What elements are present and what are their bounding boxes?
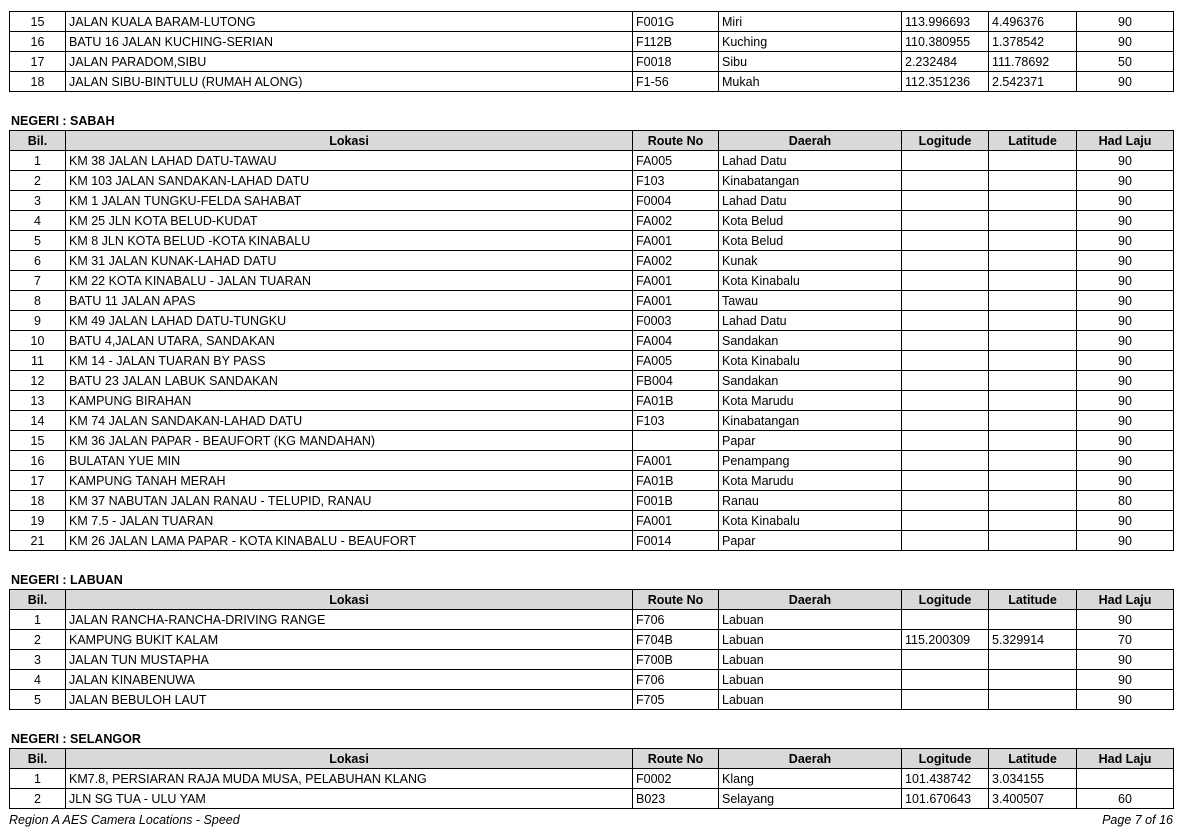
cell-had-laju: 90 [1077, 251, 1174, 271]
table-row [10, 789, 1174, 809]
section-title: NEGERI : SELANGOR [11, 732, 141, 746]
cell-daerah: Sandakan [719, 331, 902, 351]
cell-latitude [989, 351, 1077, 371]
table-row [10, 171, 1174, 191]
cell-longitude: 112.351236 [902, 72, 989, 92]
cell-lokasi: KM 8 JLN KOTA BELUD -KOTA KINABALU [66, 231, 633, 251]
cell-had-laju: 90 [1077, 32, 1174, 52]
cell-route-no: FA004 [633, 331, 719, 351]
cell-daerah: Kota Kinabalu [719, 351, 902, 371]
cell-latitude [989, 211, 1077, 231]
cell-bil: 3 [10, 650, 66, 670]
cell-had-laju: 90 [1077, 171, 1174, 191]
cell-lokasi: BATU 4,JALAN UTARA, SANDAKAN [66, 331, 633, 351]
cell-daerah: Lahad Datu [719, 191, 902, 211]
cell-route-no: FA01B [633, 391, 719, 411]
cell-latitude [989, 171, 1077, 191]
cell-had-laju: 90 [1077, 531, 1174, 551]
cell-daerah: Tawau [719, 291, 902, 311]
cell-longitude: 115.200309 [902, 630, 989, 650]
cell-route-no: FA002 [633, 211, 719, 231]
cell-route-no: FA001 [633, 271, 719, 291]
table-row [10, 391, 1174, 411]
cell-longitude [902, 391, 989, 411]
cell-bil: 21 [10, 531, 66, 551]
cell-latitude [989, 391, 1077, 411]
cell-route-no: F103 [633, 411, 719, 431]
cell-lokasi: KM 22 KOTA KINABALU - JALAN TUARAN [66, 271, 633, 291]
table-row [10, 151, 1174, 171]
cell-route-no: F706 [633, 610, 719, 630]
cell-longitude [902, 151, 989, 171]
cell-bil: 2 [10, 171, 66, 191]
table-sarawak-continued [9, 11, 1174, 92]
cell-had-laju: 90 [1077, 610, 1174, 630]
column-header-latitude: Latitude [989, 749, 1077, 769]
cell-daerah: Papar [719, 531, 902, 551]
cell-latitude: 111.78692 [989, 52, 1077, 72]
cell-lokasi: JALAN KUALA BARAM-LUTONG [66, 12, 633, 32]
cell-had-laju: 60 [1077, 789, 1174, 809]
cell-lokasi: KM 14 - JALAN TUARAN BY PASS [66, 351, 633, 371]
cell-latitude: 5.329914 [989, 630, 1077, 650]
cell-route-no: FA001 [633, 511, 719, 531]
cell-lokasi: KM 26 JALAN LAMA PAPAR - KOTA KINABALU - BEAUFORT [66, 531, 633, 551]
cell-daerah: Kunak [719, 251, 902, 271]
cell-latitude: 1.378542 [989, 32, 1077, 52]
column-header-longitude: Logitude [902, 749, 989, 769]
cell-had-laju: 90 [1077, 211, 1174, 231]
cell-bil: 14 [10, 411, 66, 431]
section-table [9, 589, 1174, 710]
cell-route-no: F1-56 [633, 72, 719, 92]
cell-had-laju: 90 [1077, 191, 1174, 211]
cell-lokasi: KM 74 JALAN SANDAKAN-LAHAD DATU [66, 411, 633, 431]
cell-longitude [902, 670, 989, 690]
cell-longitude [902, 471, 989, 491]
cell-route-no: F0003 [633, 311, 719, 331]
cell-daerah: Kuching [719, 32, 902, 52]
cell-lokasi: KM7.8, PERSIARAN RAJA MUDA MUSA, PELABUHAN KLANG [66, 769, 633, 789]
column-header-daerah: Daerah [719, 590, 902, 610]
cell-latitude: 4.496376 [989, 12, 1077, 32]
cell-latitude [989, 471, 1077, 491]
column-header-bil: Bil. [10, 131, 66, 151]
cell-route-no: B023 [633, 789, 719, 809]
cell-latitude [989, 670, 1077, 690]
cell-bil: 10 [10, 331, 66, 351]
cell-bil: 2 [10, 789, 66, 809]
cell-lokasi: KM 37 NABUTAN JALAN RANAU - TELUPID, RANAU [66, 491, 633, 511]
table-row [10, 271, 1174, 291]
cell-daerah: Penampang [719, 451, 902, 471]
cell-route-no [633, 431, 719, 451]
cell-bil: 2 [10, 630, 66, 650]
cell-longitude [902, 650, 989, 670]
cell-lokasi: JALAN SIBU-BINTULU (RUMAH ALONG) [66, 72, 633, 92]
cell-had-laju: 90 [1077, 271, 1174, 291]
cell-had-laju: 90 [1077, 291, 1174, 311]
cell-daerah: Labuan [719, 690, 902, 710]
cell-longitude [902, 690, 989, 710]
table-row [10, 431, 1174, 451]
cell-route-no: F103 [633, 171, 719, 191]
cell-bil: 11 [10, 351, 66, 371]
cell-had-laju: 90 [1077, 311, 1174, 331]
column-header-route-no: Route No [633, 590, 719, 610]
cell-route-no: FA001 [633, 231, 719, 251]
cell-bil: 13 [10, 391, 66, 411]
table-row [10, 511, 1174, 531]
table-row [10, 531, 1174, 551]
cell-route-no: FA002 [633, 251, 719, 271]
cell-lokasi: BATU 16 JALAN KUCHING-SERIAN [66, 32, 633, 52]
cell-longitude [902, 311, 989, 331]
cell-bil: 4 [10, 670, 66, 690]
cell-longitude: 110.380955 [902, 32, 989, 52]
cell-had-laju: 70 [1077, 630, 1174, 650]
cell-longitude: 2.232484 [902, 52, 989, 72]
column-header-longitude: Logitude [902, 131, 989, 151]
cell-had-laju: 90 [1077, 451, 1174, 471]
cell-route-no: F700B [633, 650, 719, 670]
cell-route-no: FA001 [633, 451, 719, 471]
cell-longitude: 101.670643 [902, 789, 989, 809]
column-header-had-laju: Had Laju [1077, 131, 1174, 151]
cell-route-no: F001G [633, 12, 719, 32]
cell-lokasi: KM 1 JALAN TUNGKU-FELDA SAHABAT [66, 191, 633, 211]
cell-latitude [989, 151, 1077, 171]
cell-longitude [902, 351, 989, 371]
cell-had-laju: 90 [1077, 511, 1174, 531]
cell-latitude [989, 690, 1077, 710]
table-row [10, 411, 1174, 431]
column-header-route-no: Route No [633, 749, 719, 769]
cell-route-no: FA005 [633, 351, 719, 371]
cell-daerah: Sandakan [719, 371, 902, 391]
cell-bil: 15 [10, 12, 66, 32]
cell-latitude [989, 491, 1077, 511]
cell-longitude [902, 211, 989, 231]
column-header-latitude: Latitude [989, 131, 1077, 151]
cell-longitude [902, 531, 989, 551]
cell-longitude [902, 191, 989, 211]
cell-bil: 12 [10, 371, 66, 391]
cell-latitude: 2.542371 [989, 72, 1077, 92]
table-row [10, 231, 1174, 251]
cell-bil: 16 [10, 32, 66, 52]
cell-had-laju: 90 [1077, 351, 1174, 371]
cell-had-laju: 50 [1077, 52, 1174, 72]
column-header-bil: Bil. [10, 590, 66, 610]
cell-latitude: 3.034155 [989, 769, 1077, 789]
cell-bil: 1 [10, 769, 66, 789]
cell-latitude [989, 291, 1077, 311]
cell-lokasi: KM 31 JALAN KUNAK-LAHAD DATU [66, 251, 633, 271]
cell-bil: 6 [10, 251, 66, 271]
column-header-lokasi: Lokasi [66, 749, 633, 769]
cell-daerah: Lahad Datu [719, 151, 902, 171]
section-title: NEGERI : SABAH [11, 114, 115, 128]
cell-bil: 4 [10, 211, 66, 231]
page-number: Page 7 of 16 [1102, 813, 1173, 827]
page-footer [9, 813, 1173, 827]
cell-bil: 19 [10, 511, 66, 531]
cell-bil: 18 [10, 491, 66, 511]
cell-daerah: Ranau [719, 491, 902, 511]
cell-route-no: F0018 [633, 52, 719, 72]
cell-route-no: FA01B [633, 471, 719, 491]
cell-bil: 17 [10, 52, 66, 72]
cell-lokasi: BULATAN YUE MIN [66, 451, 633, 471]
cell-lokasi: KM 38 JALAN LAHAD DATU-TAWAU [66, 151, 633, 171]
cell-bil: 15 [10, 431, 66, 451]
table-row [10, 311, 1174, 331]
table-row [10, 769, 1174, 789]
cell-daerah: Kota Belud [719, 211, 902, 231]
table-row [10, 471, 1174, 491]
cell-daerah: Mukah [719, 72, 902, 92]
table-row [10, 351, 1174, 371]
cell-longitude [902, 171, 989, 191]
cell-latitude [989, 431, 1077, 451]
cell-lokasi: KM 7.5 - JALAN TUARAN [66, 511, 633, 531]
cell-latitude [989, 511, 1077, 531]
cell-bil: 5 [10, 231, 66, 251]
cell-had-laju [1077, 769, 1174, 789]
table-row [10, 331, 1174, 351]
cell-lokasi: JALAN KINABENUWA [66, 670, 633, 690]
cell-daerah: Klang [719, 769, 902, 789]
table-row [10, 451, 1174, 471]
cell-longitude [902, 291, 989, 311]
cell-daerah: Kota Marudu [719, 471, 902, 491]
table-row [10, 32, 1174, 52]
header-row [10, 590, 1174, 610]
cell-longitude [902, 491, 989, 511]
cell-had-laju: 90 [1077, 371, 1174, 391]
cell-bil: 8 [10, 291, 66, 311]
cell-route-no: F705 [633, 690, 719, 710]
cell-had-laju: 90 [1077, 471, 1174, 491]
table-row [10, 491, 1174, 511]
cell-lokasi: KM 49 JALAN LAHAD DATU-TUNGKU [66, 311, 633, 331]
cell-route-no: F0002 [633, 769, 719, 789]
cell-longitude: 113.996693 [902, 12, 989, 32]
cell-latitude [989, 231, 1077, 251]
section-table [9, 748, 1174, 809]
cell-lokasi: BATU 23 JALAN LABUK SANDAKAN [66, 371, 633, 391]
table-row [10, 291, 1174, 311]
cell-lokasi: JALAN RANCHA-RANCHA-DRIVING RANGE [66, 610, 633, 630]
cell-daerah: Labuan [719, 630, 902, 650]
cell-lokasi: KAMPUNG BIRAHAN [66, 391, 633, 411]
cell-lokasi: KM 25 JLN KOTA BELUD-KUDAT [66, 211, 633, 231]
cell-longitude [902, 451, 989, 471]
cell-had-laju: 90 [1077, 391, 1174, 411]
cell-lokasi: KM 36 JALAN PAPAR - BEAUFORT (KG MANDAHAN) [66, 431, 633, 451]
section-title: NEGERI : LABUAN [11, 573, 123, 587]
cell-daerah: Miri [719, 12, 902, 32]
cell-latitude [989, 191, 1077, 211]
column-header-longitude: Logitude [902, 590, 989, 610]
table-row [10, 630, 1174, 650]
cell-latitude [989, 531, 1077, 551]
cell-had-laju: 90 [1077, 331, 1174, 351]
cell-route-no: F706 [633, 670, 719, 690]
cell-lokasi: JALAN TUN MUSTAPHA [66, 650, 633, 670]
column-header-daerah: Daerah [719, 131, 902, 151]
cell-latitude [989, 650, 1077, 670]
cell-daerah: Kota Belud [719, 231, 902, 251]
footer-title: Region A AES Camera Locations - Speed [9, 813, 240, 827]
table-row [10, 650, 1174, 670]
cell-longitude [902, 271, 989, 291]
header-row [10, 749, 1174, 769]
cell-had-laju: 80 [1077, 491, 1174, 511]
cell-lokasi: BATU 11 JALAN APAS [66, 291, 633, 311]
column-header-had-laju: Had Laju [1077, 590, 1174, 610]
cell-daerah: Labuan [719, 650, 902, 670]
cell-had-laju: 90 [1077, 411, 1174, 431]
section-table [9, 130, 1174, 551]
table-row [10, 251, 1174, 271]
cell-had-laju: 90 [1077, 650, 1174, 670]
table-row [10, 211, 1174, 231]
table-row [10, 12, 1174, 32]
cell-lokasi: JALAN PARADOM,SIBU [66, 52, 633, 72]
cell-had-laju: 90 [1077, 670, 1174, 690]
table-row [10, 72, 1174, 92]
cell-daerah: Papar [719, 431, 902, 451]
cell-bil: 9 [10, 311, 66, 331]
column-header-route-no: Route No [633, 131, 719, 151]
cell-daerah: Lahad Datu [719, 311, 902, 331]
table-row [10, 690, 1174, 710]
cell-latitude [989, 610, 1077, 630]
cell-daerah: Kinabatangan [719, 171, 902, 191]
cell-lokasi: KAMPUNG BUKIT KALAM [66, 630, 633, 650]
cell-daerah: Kota Kinabalu [719, 271, 902, 291]
table-row [10, 610, 1174, 630]
table-row [10, 371, 1174, 391]
cell-longitude [902, 411, 989, 431]
cell-latitude [989, 371, 1077, 391]
cell-daerah: Labuan [719, 670, 902, 690]
column-header-latitude: Latitude [989, 590, 1077, 610]
cell-longitude [902, 511, 989, 531]
cell-bil: 17 [10, 471, 66, 491]
cell-lokasi: KM 103 JALAN SANDAKAN-LAHAD DATU [66, 171, 633, 191]
column-header-lokasi: Lokasi [66, 131, 633, 151]
header-row [10, 131, 1174, 151]
cell-longitude [902, 610, 989, 630]
cell-longitude [902, 331, 989, 351]
cell-daerah: Labuan [719, 610, 902, 630]
cell-had-laju: 90 [1077, 72, 1174, 92]
cell-route-no: F001B [633, 491, 719, 511]
cell-lokasi: JALAN BEBULOH LAUT [66, 690, 633, 710]
cell-bil: 18 [10, 72, 66, 92]
cell-had-laju: 90 [1077, 151, 1174, 171]
cell-had-laju: 90 [1077, 431, 1174, 451]
cell-route-no: F112B [633, 32, 719, 52]
cell-had-laju: 90 [1077, 12, 1174, 32]
column-header-daerah: Daerah [719, 749, 902, 769]
cell-lokasi: JLN SG TUA - ULU YAM [66, 789, 633, 809]
cell-daerah: Kota Marudu [719, 391, 902, 411]
cell-had-laju: 90 [1077, 231, 1174, 251]
cell-latitude [989, 251, 1077, 271]
cell-daerah: Sibu [719, 52, 902, 72]
cell-route-no: FB004 [633, 371, 719, 391]
cell-bil: 3 [10, 191, 66, 211]
column-header-bil: Bil. [10, 749, 66, 769]
cell-bil: 5 [10, 690, 66, 710]
cell-bil: 7 [10, 271, 66, 291]
cell-latitude [989, 271, 1077, 291]
cell-route-no: FA001 [633, 291, 719, 311]
cell-had-laju: 90 [1077, 690, 1174, 710]
cell-longitude [902, 231, 989, 251]
cell-bil: 1 [10, 610, 66, 630]
table-row [10, 191, 1174, 211]
table-row [10, 52, 1174, 72]
cell-daerah: Kota Kinabalu [719, 511, 902, 531]
cell-bil: 1 [10, 151, 66, 171]
cell-longitude [902, 431, 989, 451]
cell-latitude [989, 411, 1077, 431]
table-row [10, 670, 1174, 690]
cell-daerah: Kinabatangan [719, 411, 902, 431]
column-header-had-laju: Had Laju [1077, 749, 1174, 769]
cell-route-no: F0004 [633, 191, 719, 211]
cell-lokasi: KAMPUNG TANAH MERAH [66, 471, 633, 491]
cell-longitude: 101.438742 [902, 769, 989, 789]
cell-latitude: 3.400507 [989, 789, 1077, 809]
cell-route-no: F0014 [633, 531, 719, 551]
cell-bil: 16 [10, 451, 66, 471]
cell-latitude [989, 451, 1077, 471]
cell-latitude [989, 311, 1077, 331]
document-sheet [9, 11, 1173, 809]
cell-longitude [902, 371, 989, 391]
cell-longitude [902, 251, 989, 271]
cell-route-no: FA005 [633, 151, 719, 171]
cell-latitude [989, 331, 1077, 351]
cell-route-no: F704B [633, 630, 719, 650]
cell-daerah: Selayang [719, 789, 902, 809]
column-header-lokasi: Lokasi [66, 590, 633, 610]
